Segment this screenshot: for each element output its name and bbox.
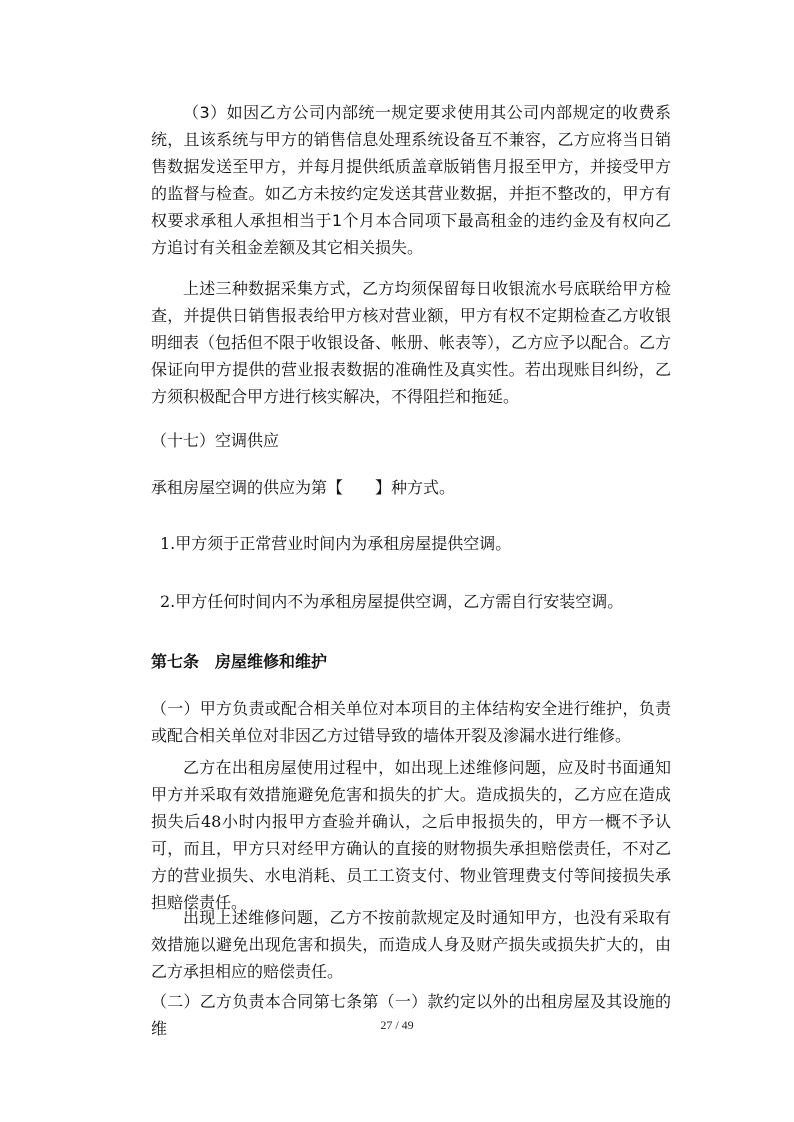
article-heading-maintenance: 第七条 房屋维修和维护 xyxy=(151,652,328,671)
page-number: 27 / 49 xyxy=(380,1018,414,1032)
list-item-ac-option-1: 1.甲方须于正常营业时间内为承租房屋提供空调。 xyxy=(160,534,512,553)
paragraph-tenant-repairs: （二）乙方负责本合同第七条第（一）款约定以外的出租房屋及其设施的维 xyxy=(151,992,671,1038)
paragraph-ac-supply: 承租房屋空调的供应为第【 】种方式。 xyxy=(151,478,456,497)
paragraph-landlord-maintenance: （一）甲方负责或配合相关单位对本项目的主体结构安全进行维护，负责或配合相关单位对非因乙方过错导致的墙体开裂及渗漏水进行维修。 xyxy=(151,699,671,745)
section-heading-air-conditioning: （十七）空调供应 xyxy=(151,431,280,450)
list-item-ac-option-2: 2.甲方任何时间内不为承租房屋提供空调，乙方需自行安装空调。 xyxy=(160,592,624,611)
paragraph-data-collection: 上述三种数据采集方式，乙方均须保留每日收银流水号底联给甲方检查，并提供日销售报表给甲方核对营业额，甲方有权不定期检查乙方收银明细表（包括但不限于收银设备、帐册、帐表等），乙方应予以配合。乙方保证向甲方提供的营业报表数据的准确性及真实性。若出现账目纠纷，乙方须积极配合甲方进行核实解决，不得阻拦和拖延。 xyxy=(151,279,672,406)
paragraph-tenant-liability: 出现上述维修问题，乙方不按前款规定及时通知甲方，也没有采取有效措施以避免出现危害和损失，而造成人身及财产损失或损失扩大的，由乙方承担相应的赔偿责任。 xyxy=(151,908,671,981)
paragraph-billing-system: （3）如因乙方公司内部统一规定要求使用其公司内部规定的收费系统，且该系统与甲方的销售信息处理系统设备互不兼容，乙方应将当日销售数据发送至甲方，并每月提供纸质盖章版销售月报至甲方，并接受甲方的监督与检查。如乙方未按约定发送其营业数据，并拒不整改的，甲方有权要求承租人承担相当于1个月本合同项下最高租金的违约金及有权向乙方追讨有关租金差额及其它相关损失。 xyxy=(151,103,671,257)
paragraph-damage-notice: 乙方在出租房屋使用过程中，如出现上述维修问题，应及时书面通知甲方并采取有效措施避免危害和损失的扩大。造成损失的，乙方应在造成损失后48小时内报甲方查验并确认，之后申报损失的，甲方一概不予认可，而且，甲方只对经甲方确认的直接的财物损失承担赔偿责任，不对乙方的营业损失、水电消耗、员工工资支付、物业管理费支付等间接损失承担赔偿责任。 xyxy=(151,758,671,912)
